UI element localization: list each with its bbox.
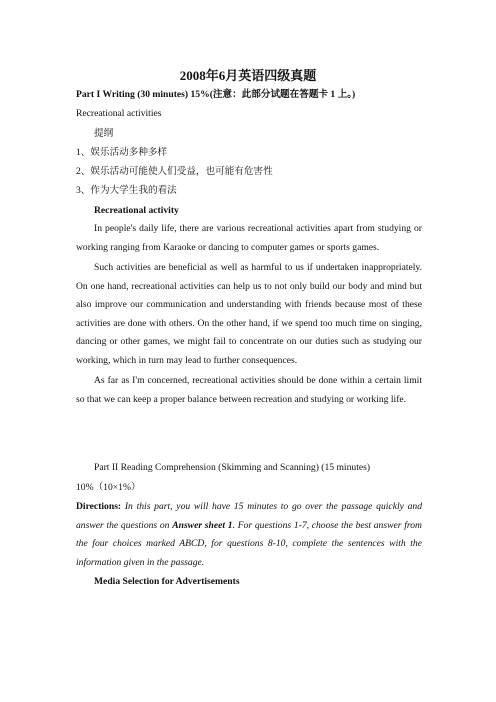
answer-sheet-label: Answer sheet 1 <box>172 519 233 531</box>
directions-text-2: . For questions 1-7, choose the best answer from the four choices marked ABCD, for questions 8-10, complete the sentences with the information given in the passage. <box>76 519 422 568</box>
outline-label: 提纲 <box>94 128 114 139</box>
directions-text: In this part, you will have 15 minutes to go over the passage quickly and answer the questions on <box>76 501 422 531</box>
part1-heading-note: (注意：此部分试题在答题卡 1 上。) <box>209 89 356 100</box>
essay-title: Recreational activity <box>94 205 179 216</box>
essay-paragraph-3: As far as I'm concerned, recreational activities should be done within a certain limit so that we can keep a proper balance between recreation and studying or working life. <box>76 375 422 405</box>
essay-paragraph-2: Such activities are beneficial as well as harmful to us if undertaken inappropriately. On one hand, recreational activities can help us to not only build our body and mind but also improve our communication and understanding with friends because most of these activities are done with others. On the other hand, if we spend too much time on singing, dancing or other games, we might fail to concentrate on our duties such as studying our working, which in turn may lead to further consequences. <box>76 262 422 366</box>
part2-directions <box>76 498 422 572</box>
part2-heading: Part II Reading Comprehension (Skimming and Scanning) (15 minutes) <box>94 462 371 473</box>
essay-paragraph-1: In people's daily life, there are various recreational activities apart from studying or working ranging from Karaoke or dancing to computer games or sports games. <box>76 223 422 253</box>
outline-item-2: 2、娱乐活动可能使人们受益，也可能有危害性 <box>76 166 273 177</box>
part1-heading <box>76 88 422 102</box>
passage-title: Media Selection for Advertisements <box>94 576 240 587</box>
part1-heading-en: Part I Writing (30 minutes) 15% <box>76 89 210 100</box>
outline-item-3: 3、作为大学生我的看法 <box>76 185 177 196</box>
page-title: 2008年6月英语四级真题 <box>179 68 317 83</box>
directions-label: Directions: <box>76 501 122 512</box>
outline-item-1: 1、娱乐活动多种多样 <box>76 147 168 158</box>
part2-score: 10%（10×1%） <box>76 482 141 493</box>
part1-topic: Recreational activities <box>76 108 162 119</box>
